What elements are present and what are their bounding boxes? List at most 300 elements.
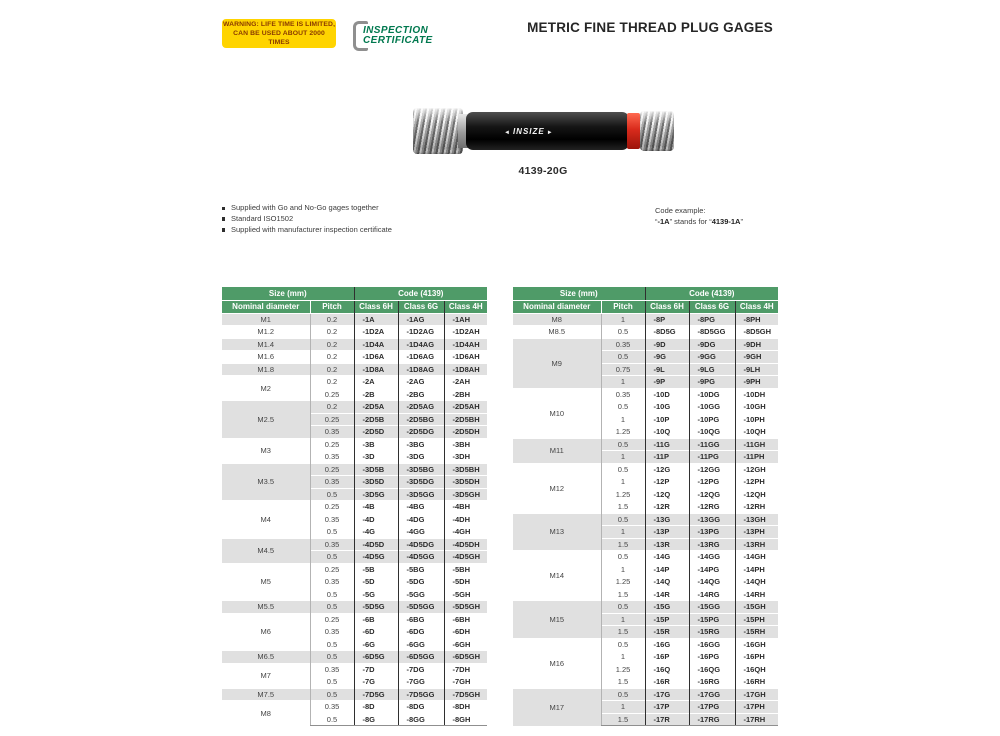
code-cell: -6D5GH <box>444 651 487 664</box>
pitch-cell: 1.5 <box>601 501 645 514</box>
inspection-certificate-badge <box>353 20 433 52</box>
code-cell: -4B <box>354 501 398 514</box>
code-cell: -9GH <box>735 351 778 364</box>
code-cell: -5D5G <box>354 601 398 614</box>
spec-table-right <box>513 287 778 726</box>
nominal-diameter-cell: M8.5 <box>513 326 601 339</box>
brand-logo: ◄ INSIZE ► <box>504 127 554 136</box>
table-row <box>513 601 778 614</box>
code-cell: -2AH <box>444 376 487 389</box>
code-cell: -10PH <box>735 413 778 426</box>
code-cell: -2D5AH <box>444 401 487 414</box>
table-row <box>222 501 487 514</box>
code-cell: -5DG <box>398 576 444 589</box>
pitch-cell: 0.35 <box>310 626 354 639</box>
pitch-cell: 0.5 <box>601 401 645 414</box>
code-cell: -2D5AG <box>398 401 444 414</box>
table-row <box>222 538 487 551</box>
code-cell: -14RG <box>689 588 735 601</box>
code-cell: -16RG <box>689 676 735 689</box>
nominal-diameter-cell: M7.5 <box>222 688 310 701</box>
code-cell: -15GG <box>689 601 735 614</box>
code-cell: -3BG <box>398 438 444 451</box>
code-cell: -15GH <box>735 601 778 614</box>
code-cell: -14GG <box>689 551 735 564</box>
code-cell: -2D5B <box>354 413 398 426</box>
page-title: METRIC FINE THREAD PLUG GAGES <box>527 20 773 35</box>
go-thread-end <box>413 108 463 154</box>
table-row <box>222 401 487 414</box>
code-cell: -16P <box>645 651 689 664</box>
code-cell: -17R <box>645 713 689 726</box>
nominal-diameter-cell: M10 <box>513 388 601 438</box>
code-cell: -12GH <box>735 463 778 476</box>
code-cell: -12PH <box>735 476 778 489</box>
table-row <box>222 351 487 364</box>
code-example-label: Code example: <box>655 206 706 215</box>
pitch-cell: 0.5 <box>310 688 354 701</box>
pitch-cell: 0.35 <box>310 513 354 526</box>
code-cell: -16GG <box>689 638 735 651</box>
code-cell: -16RH <box>735 676 778 689</box>
pitch-cell: 0.5 <box>601 438 645 451</box>
code-cell: -6BG <box>398 613 444 626</box>
code-cell: -17GG <box>689 688 735 701</box>
spec-table <box>513 287 778 726</box>
code-cell: -4G <box>354 526 398 539</box>
code-cell: -7D <box>354 663 398 676</box>
code-cell: -8GH <box>444 713 487 726</box>
pitch-cell: 0.25 <box>310 501 354 514</box>
pitch-cell: 1.25 <box>601 663 645 676</box>
code-cell: -11GH <box>735 438 778 451</box>
code-cell: -11GG <box>689 438 735 451</box>
code-cell: -1D4A <box>354 338 398 351</box>
pitch-cell: 1 <box>601 613 645 626</box>
code-cell: -14Q <box>645 576 689 589</box>
column-header: Class 6H <box>354 300 398 313</box>
code-short: -1A <box>657 216 670 226</box>
table-row <box>222 363 487 376</box>
table-row <box>513 638 778 651</box>
pitch-cell: 1.5 <box>601 538 645 551</box>
table-row <box>513 326 778 339</box>
code-cell: -10PG <box>689 413 735 426</box>
code-header: Code (4139) <box>645 287 778 300</box>
product-image <box>408 100 678 162</box>
column-header: Nominal diameter <box>222 300 310 313</box>
pitch-cell: 0.5 <box>601 513 645 526</box>
pitch-cell: 0.35 <box>310 451 354 464</box>
certificate-line-1: INSPECTION <box>363 24 429 36</box>
table-row <box>222 651 487 664</box>
code-cell: -12G <box>645 463 689 476</box>
code-cell: -4BG <box>398 501 444 514</box>
table-row <box>513 688 778 701</box>
code-cell: -15RG <box>689 626 735 639</box>
pitch-cell: 1.5 <box>601 676 645 689</box>
code-cell: -4D5DG <box>398 538 444 551</box>
code-cell: -8D <box>354 701 398 714</box>
column-header: Pitch <box>601 300 645 313</box>
table-row <box>513 388 778 401</box>
code-cell: -7GG <box>398 676 444 689</box>
feature-list <box>222 203 392 235</box>
code-cell: -5D <box>354 576 398 589</box>
code-cell: -16QG <box>689 663 735 676</box>
code-cell: -4GG <box>398 526 444 539</box>
pitch-cell: 0.25 <box>310 563 354 576</box>
code-cell: -6G <box>354 638 398 651</box>
column-header: Pitch <box>310 300 354 313</box>
nominal-diameter-cell: M5.5 <box>222 601 310 614</box>
pitch-cell: 1.25 <box>601 426 645 439</box>
code-cell: -2AG <box>398 376 444 389</box>
code-cell: -7DG <box>398 663 444 676</box>
code-cell: -12P <box>645 476 689 489</box>
table-row <box>222 613 487 626</box>
code-cell: -15PG <box>689 613 735 626</box>
code-cell: -2BG <box>398 388 444 401</box>
pitch-cell: 0.35 <box>310 663 354 676</box>
pitch-cell: 1 <box>601 413 645 426</box>
code-cell: -5G <box>354 588 398 601</box>
certificate-line-2: CERTIFICATE <box>363 35 433 46</box>
code-cell: -12RG <box>689 501 735 514</box>
code-cell: -10P <box>645 413 689 426</box>
code-cell: -10Q <box>645 426 689 439</box>
code-cell: -1D2AH <box>444 326 487 339</box>
code-cell: -6DH <box>444 626 487 639</box>
code-cell: -7G <box>354 676 398 689</box>
code-cell: -4D5GG <box>398 551 444 564</box>
table-row <box>222 438 487 451</box>
code-cell: -11P <box>645 451 689 464</box>
code-cell: -13G <box>645 513 689 526</box>
pitch-cell: 1 <box>601 451 645 464</box>
code-cell: -3D5B <box>354 463 398 476</box>
code-cell: -17P <box>645 701 689 714</box>
nominal-diameter-cell: M13 <box>513 513 601 551</box>
code-cell: -8PG <box>689 313 735 326</box>
pitch-cell: 0.5 <box>310 551 354 564</box>
code-cell: -2B <box>354 388 398 401</box>
table-row <box>513 513 778 526</box>
code-cell: -3D5GG <box>398 488 444 501</box>
code-cell: -10QH <box>735 426 778 439</box>
code-cell: -12GG <box>689 463 735 476</box>
code-cell: -9P <box>645 376 689 389</box>
nogo-red-ring <box>627 113 640 149</box>
nominal-diameter-cell: M6.5 <box>222 651 310 664</box>
pitch-cell: 1 <box>601 701 645 714</box>
code-cell: -5B <box>354 563 398 576</box>
code-cell: -14QG <box>689 576 735 589</box>
pitch-cell: 0.2 <box>310 326 354 339</box>
pitch-cell: 0.5 <box>310 488 354 501</box>
code-cell: -15RH <box>735 626 778 639</box>
code-cell: -6DG <box>398 626 444 639</box>
nominal-diameter-cell: M11 <box>513 438 601 463</box>
column-header: Nominal diameter <box>513 300 601 313</box>
pitch-cell: 1 <box>601 526 645 539</box>
code-cell: -16GH <box>735 638 778 651</box>
code-cell: -9PH <box>735 376 778 389</box>
code-cell: -2D5DG <box>398 426 444 439</box>
pitch-cell: 1 <box>601 651 645 664</box>
code-cell: -3D5D <box>354 476 398 489</box>
code-cell: -12R <box>645 501 689 514</box>
code-cell: -13GH <box>735 513 778 526</box>
code-cell: -5DH <box>444 576 487 589</box>
code-cell: -13RH <box>735 538 778 551</box>
code-cell: -6D <box>354 626 398 639</box>
code-cell: -14RH <box>735 588 778 601</box>
pitch-cell: 0.5 <box>310 601 354 614</box>
code-cell: -16PH <box>735 651 778 664</box>
code-cell: -1D4AG <box>398 338 444 351</box>
pitch-cell: 0.5 <box>601 351 645 364</box>
pitch-cell: 1.25 <box>601 576 645 589</box>
code-cell: -14GH <box>735 551 778 564</box>
code-cell: -4DH <box>444 513 487 526</box>
warning-line-2: CAN BE USED ABOUT 2000 TIMES <box>233 30 325 46</box>
column-header: Class 4H <box>735 300 778 313</box>
code-cell: -1D2A <box>354 326 398 339</box>
nominal-diameter-cell: M9 <box>513 338 601 388</box>
code-cell: -13R <box>645 538 689 551</box>
table-row <box>222 376 487 389</box>
code-cell: -1AH <box>444 313 487 326</box>
pitch-cell: 0.5 <box>601 638 645 651</box>
code-cell: -16QH <box>735 663 778 676</box>
code-cell: -4DG <box>398 513 444 526</box>
code-cell: -10GH <box>735 401 778 414</box>
table-row <box>513 463 778 476</box>
code-cell: -6D5GG <box>398 651 444 664</box>
pitch-cell: 1 <box>601 313 645 326</box>
code-cell: -3D5BH <box>444 463 487 476</box>
code-cell: -12QG <box>689 488 735 501</box>
pitch-cell: 0.25 <box>310 613 354 626</box>
nominal-diameter-cell: M2 <box>222 376 310 401</box>
nominal-diameter-cell: M4.5 <box>222 538 310 563</box>
feature-item: Supplied with Go and No-Go gages together <box>222 203 392 214</box>
code-cell: -12QH <box>735 488 778 501</box>
feature-item: Supplied with manufacturer inspection certificate <box>222 225 392 236</box>
nominal-diameter-cell: M5 <box>222 563 310 601</box>
pitch-cell: 0.2 <box>310 351 354 364</box>
code-cell: -5BH <box>444 563 487 576</box>
code-cell: -10QG <box>689 426 735 439</box>
code-cell: -11G <box>645 438 689 451</box>
code-cell: -3D5BG <box>398 463 444 476</box>
code-cell: -2D5BG <box>398 413 444 426</box>
code-cell: -8G <box>354 713 398 726</box>
pitch-cell: 0.5 <box>601 326 645 339</box>
pitch-cell: 0.5 <box>601 601 645 614</box>
pitch-cell: 0.2 <box>310 338 354 351</box>
size-header: Size (mm) <box>513 287 645 300</box>
feature-item: Standard ISO1502 <box>222 214 392 225</box>
code-cell: -4D5D <box>354 538 398 551</box>
code-cell: -3D5GH <box>444 488 487 501</box>
pitch-cell: 0.2 <box>310 401 354 414</box>
nominal-diameter-cell: M3.5 <box>222 463 310 501</box>
code-cell: -1D8AH <box>444 363 487 376</box>
code-cell: -4GH <box>444 526 487 539</box>
pitch-cell: 0.25 <box>310 413 354 426</box>
code-cell: -6GH <box>444 638 487 651</box>
pitch-cell: 0.35 <box>601 338 645 351</box>
code-cell: -5D5GG <box>398 601 444 614</box>
code-cell: -4BH <box>444 501 487 514</box>
gage-handle <box>466 112 629 150</box>
code-cell: -14R <box>645 588 689 601</box>
code-cell: -1D6A <box>354 351 398 364</box>
nominal-diameter-cell: M7 <box>222 663 310 688</box>
code-cell: -2D5A <box>354 401 398 414</box>
code-cell: -8D5GH <box>735 326 778 339</box>
code-cell: -15PH <box>735 613 778 626</box>
code-cell: -12RH <box>735 501 778 514</box>
code-cell: -17PH <box>735 701 778 714</box>
code-cell: -1D2AG <box>398 326 444 339</box>
pitch-cell: 0.5 <box>601 551 645 564</box>
code-cell: -2D5D <box>354 426 398 439</box>
code-cell: -7DH <box>444 663 487 676</box>
code-cell: -7D5GH <box>444 688 487 701</box>
code-cell: -8DG <box>398 701 444 714</box>
pitch-cell: 0.75 <box>601 363 645 376</box>
code-cell: -10GG <box>689 401 735 414</box>
nominal-diameter-cell: M8 <box>222 701 310 726</box>
code-cell: -13P <box>645 526 689 539</box>
pitch-cell: 0.5 <box>310 651 354 664</box>
code-cell: -1D6AG <box>398 351 444 364</box>
pitch-cell: 0.35 <box>310 426 354 439</box>
code-cell: -8D5G <box>645 326 689 339</box>
nominal-diameter-cell: M8 <box>513 313 601 326</box>
code-cell: -9LH <box>735 363 778 376</box>
pitch-cell: 1 <box>601 376 645 389</box>
pitch-cell: 1.5 <box>601 626 645 639</box>
code-cell: -9GG <box>689 351 735 364</box>
size-header: Size (mm) <box>222 287 354 300</box>
pitch-cell: 1.5 <box>601 588 645 601</box>
code-cell: -17GH <box>735 688 778 701</box>
pitch-cell: 0.5 <box>310 526 354 539</box>
pitch-cell: 0.2 <box>310 313 354 326</box>
spec-table-left <box>222 287 487 726</box>
table-row <box>222 313 487 326</box>
code-cell: -7D5G <box>354 688 398 701</box>
code-cell: -3D5DG <box>398 476 444 489</box>
code-example <box>655 206 743 227</box>
nominal-diameter-cell: M1.6 <box>222 351 310 364</box>
warning-badge <box>222 19 336 48</box>
pitch-cell: 1.5 <box>601 713 645 726</box>
code-header: Code (4139) <box>354 287 487 300</box>
code-cell: -13PH <box>735 526 778 539</box>
code-cell: -2A <box>354 376 398 389</box>
code-cell: -2BH <box>444 388 487 401</box>
nominal-diameter-cell: M15 <box>513 601 601 639</box>
pitch-cell: 1 <box>601 563 645 576</box>
code-cell: -9G <box>645 351 689 364</box>
pitch-cell: 0.35 <box>310 576 354 589</box>
code-cell: -16G <box>645 638 689 651</box>
table-row <box>222 463 487 476</box>
code-cell: -3D <box>354 451 398 464</box>
code-cell: -8D5GG <box>689 326 735 339</box>
table-row <box>222 688 487 701</box>
code-cell: -3DG <box>398 451 444 464</box>
pitch-cell: 0.5 <box>310 676 354 689</box>
nogo-thread-end <box>640 111 674 151</box>
code-cell: -7D5GG <box>398 688 444 701</box>
column-header: Class 6G <box>689 300 735 313</box>
code-cell: -16Q <box>645 663 689 676</box>
nominal-diameter-cell: M16 <box>513 638 601 688</box>
code-cell: -8DH <box>444 701 487 714</box>
nominal-diameter-cell: M1.2 <box>222 326 310 339</box>
code-cell: -14P <box>645 563 689 576</box>
code-example-text: “-1A” stands for “4139-1A” <box>655 216 743 226</box>
code-cell: -6BH <box>444 613 487 626</box>
code-cell: -8GG <box>398 713 444 726</box>
code-cell: -12Q <box>645 488 689 501</box>
code-cell: -4D5GH <box>444 551 487 564</box>
nominal-diameter-cell: M1 <box>222 313 310 326</box>
table-row <box>222 701 487 714</box>
pitch-cell: 1.25 <box>601 488 645 501</box>
column-header: Class 4H <box>444 300 487 313</box>
code-cell: -4D5G <box>354 551 398 564</box>
code-cell: -9L <box>645 363 689 376</box>
pitch-cell: 0.25 <box>310 463 354 476</box>
code-cell: -14QH <box>735 576 778 589</box>
table-row <box>222 563 487 576</box>
code-cell: -1D8A <box>354 363 398 376</box>
code-cell: -5GG <box>398 588 444 601</box>
code-cell: -7GH <box>444 676 487 689</box>
table-row <box>513 438 778 451</box>
code-cell: -13RG <box>689 538 735 551</box>
nominal-diameter-cell: M2.5 <box>222 401 310 439</box>
code-cell: -9D <box>645 338 689 351</box>
code-cell: -5D5GH <box>444 601 487 614</box>
code-cell: -4D <box>354 513 398 526</box>
code-cell: -10D <box>645 388 689 401</box>
code-cell: -15R <box>645 626 689 639</box>
code-cell: -15G <box>645 601 689 614</box>
code-cell: -16PG <box>689 651 735 664</box>
column-header: Class 6G <box>398 300 444 313</box>
code-cell: -17G <box>645 688 689 701</box>
nominal-diameter-cell: M1.8 <box>222 363 310 376</box>
code-cell: -3D5G <box>354 488 398 501</box>
code-cell: -13PG <box>689 526 735 539</box>
code-cell: -6GG <box>398 638 444 651</box>
nominal-diameter-cell: M17 <box>513 688 601 726</box>
code-cell: -15P <box>645 613 689 626</box>
code-cell: -1D6AH <box>444 351 487 364</box>
code-cell: -3DH <box>444 451 487 464</box>
table-row <box>222 326 487 339</box>
table-row <box>222 663 487 676</box>
code-cell: -5GH <box>444 588 487 601</box>
